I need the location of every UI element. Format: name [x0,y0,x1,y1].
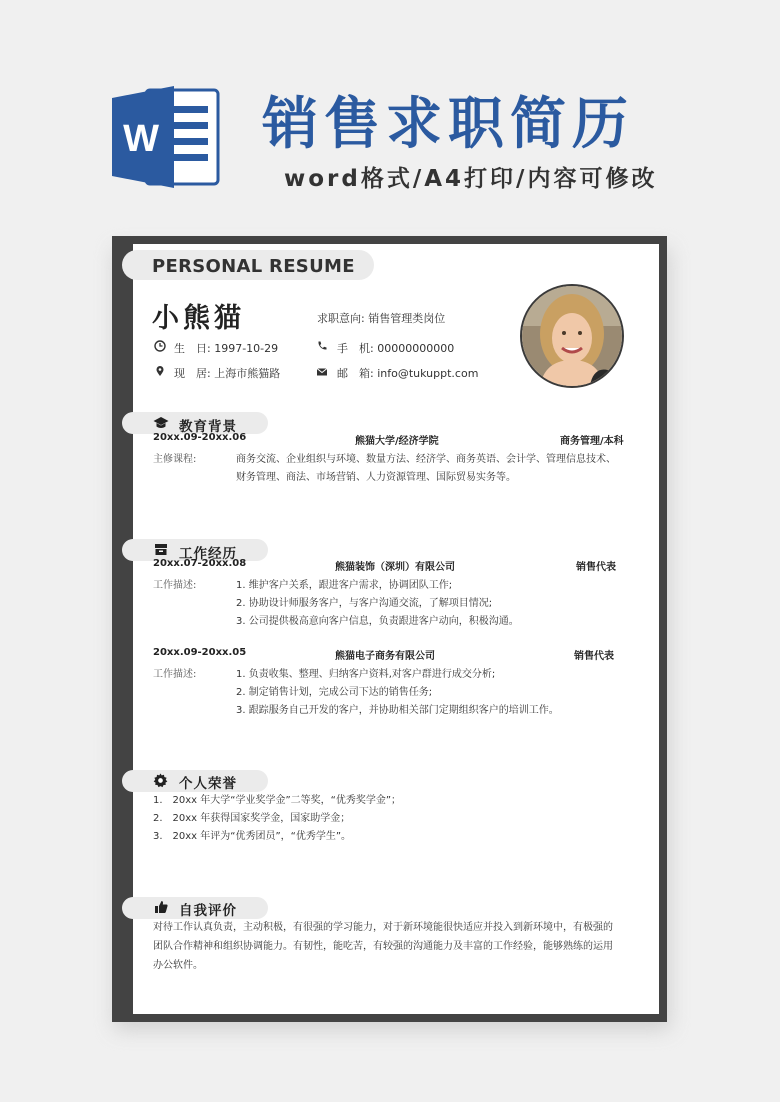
location-icon [154,365,166,377]
phone-value: 00000000000 [377,342,455,355]
job-2-item: 3. 跟踪服务自己开发的客户，并协助相关部门定期组织客户的培训工作。 [236,705,559,716]
job-1-item: 1. 维护客户关系，跟进客户需求，协调团队工作; [236,580,453,591]
job-2-role: 销售代表 [574,651,614,662]
phone-label: 手 机: [337,342,374,355]
education-period: 20xx.09-20xx.06 [153,432,247,443]
education-school: 熊猫大学/经济学院 [355,436,439,447]
self-eval-line: 团队合作精神和组织协调能力。有韧性，能吃苦，有较强的沟通能力及丰富的工作经验，能够熟练的运用 [153,941,613,952]
courses-line-2: 财务管理、商法、市场营销、人力资源管理、国际贸易实务等。 [236,472,516,483]
honor-item: 3. 20xx 年评为“优秀团员”，“优秀学生”。 [153,831,352,842]
resume-heading: PERSONAL RESUME [152,256,355,277]
honor-item: 1. 20xx 年大学“学业奖学金”二等奖，“优秀奖学金”； [153,795,402,806]
job-1-item: 2. 协助设计师服务客户，与客户沟通交流，了解项目情况; [236,598,493,609]
honor-item: 2. 20xx 年获得国家奖学金，国家助学金； [153,813,351,824]
banner-title: 销售求职简历 [262,92,634,157]
education-major: 商务管理/本科 [560,436,624,447]
education-title: 教育背景 [179,419,237,435]
profile-photo [520,284,624,388]
address-value: 上海市熊猫路 [214,367,281,380]
briefcase-icon [154,543,168,556]
job-2-company: 熊猫电子商务有限公司 [335,651,435,662]
clock-icon [154,340,166,352]
job-2-desc-label: 工作描述: [153,669,197,680]
honors-title: 个人荣誉 [179,776,237,792]
job-1-company: 熊猫装饰（深圳）有限公司 [335,562,455,573]
work-title: 工作经历 [179,546,237,562]
phone-icon [316,340,328,352]
word-logo-icon [112,82,222,192]
self-eval-title: 自我评价 [179,903,237,919]
candidate-name: 小熊猫 [152,303,245,334]
email-value: info@tukuppt.com [377,367,479,380]
gear-icon [153,773,168,788]
job-2-item: 2. 制定销售计划，完成公司下达的销售任务; [236,687,433,698]
logo-letter: W [123,118,159,160]
job-2-period: 20xx.09-20xx.05 [153,647,247,658]
job-2-item: 1. 负责收集、整理、归纳客户资料,对客户群进行成交分析; [236,669,496,680]
address-label: 现 居: [174,367,211,380]
thumbs-up-icon [154,900,168,914]
objective-label: 求职意向: [317,312,365,325]
courses-label: 主修课程: [153,454,197,465]
job-1-item: 3. 公司提供极高意向客户信息，负责跟进客户动向，积极沟通。 [236,616,519,627]
graduation-cap-icon [153,416,169,430]
courses-line-1: 商务交流、企业组织与环境、数量方法、经济学、商务英语、会计学、管理信息技术、 [236,454,616,465]
job-1-period: 20xx.07-20xx.08 [153,558,247,569]
birth-value: 1997-10-29 [214,342,279,355]
email-icon [316,366,328,378]
birth-label: 生 日: [174,342,211,355]
self-eval-line: 对待工作认真负责，主动积极，有很强的学习能力，对于新环境能很快适应并投入到新环境中，有极强的 [153,922,613,933]
email-label: 邮 箱: [337,367,374,380]
job-1-desc-label: 工作描述: [153,580,197,591]
objective-value: 销售管理类岗位 [368,312,446,325]
self-eval-line: 办公软件。 [153,960,203,971]
banner-subtitle: word格式/A4打印/内容可修改 [284,166,658,192]
job-1-role: 销售代表 [576,562,616,573]
